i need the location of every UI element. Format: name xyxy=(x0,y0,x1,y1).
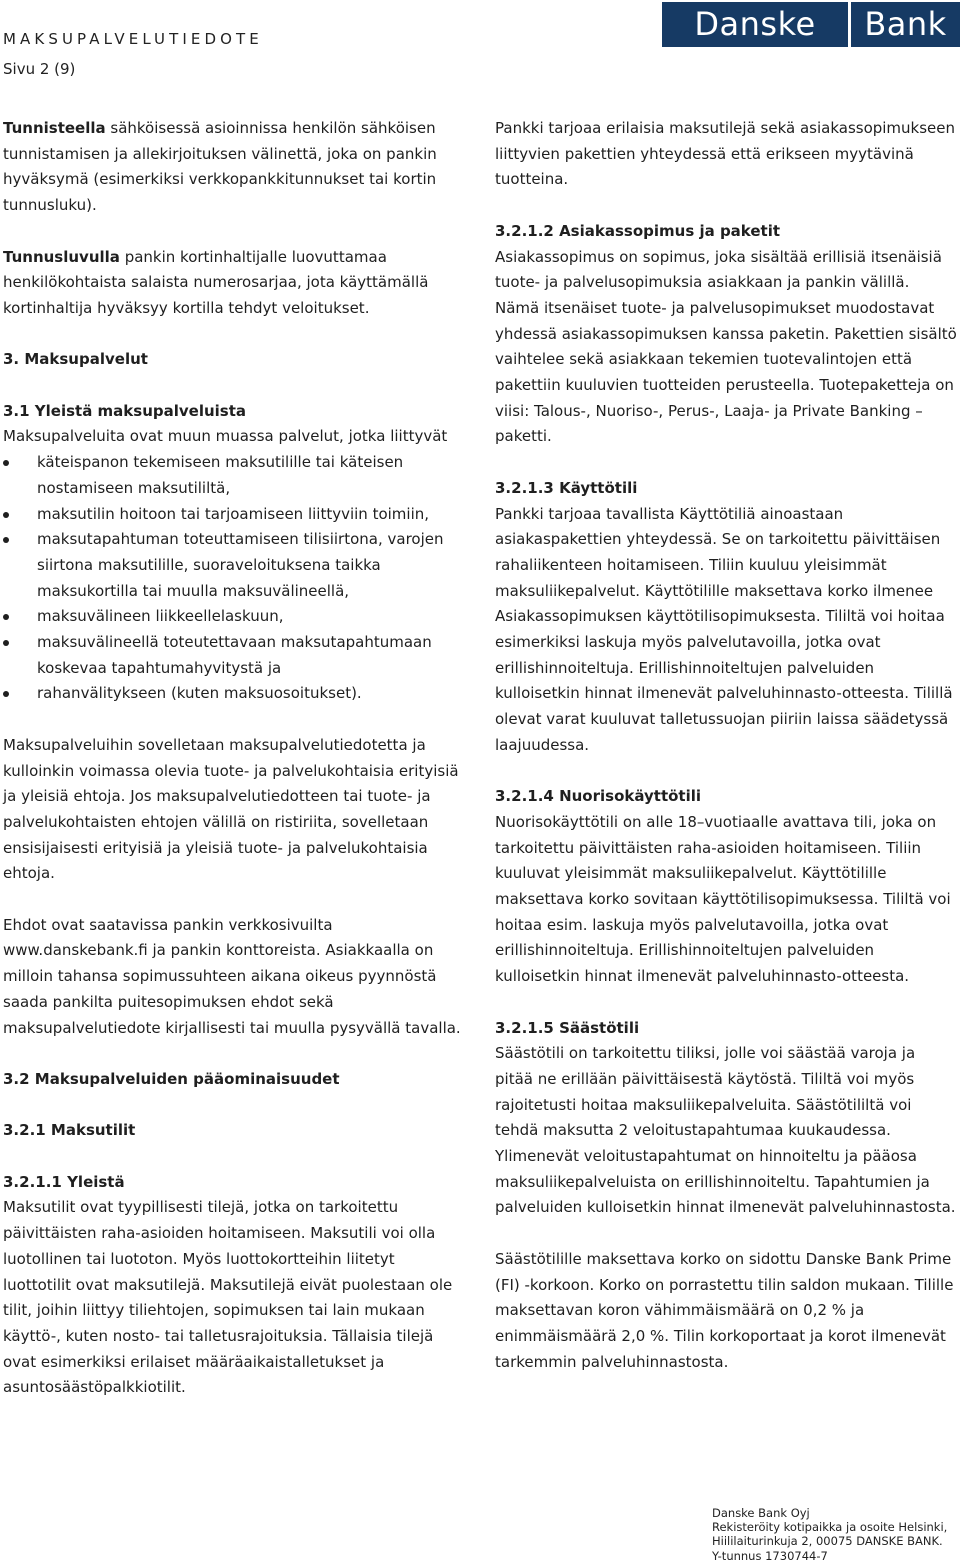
heading-section-3-2-1-2: 3.2.1.2 Asiakassopimus ja paketit xyxy=(495,221,781,240)
definition-tunnusluvulla: pankin kortinhaltijalle luovuttamaa henkilökohtaista salaista numerosarjaa, jota käyttämällä kortinhaltija hyväksyy kortilla tehdyt veloitukset. xyxy=(3,247,429,317)
footer-company-name: Danske Bank Oyj xyxy=(712,1506,810,1520)
paragraph-sovelletaan: Maksupalveluihin sovelletaan maksupalvelutiedotetta ja kulloinkin voimassa olevia tuote- ja palvelukohtaisia erityisiä ja yleisiä ehtoja. Jos maksupalvelutiedotteen tai tuote- ja palvelukohtaisten ehtojen välillä on ristiriita, sovelletaan ensisijaisesti erityisiä ja yleisiä tuote- ja palvelukohtaisia ehtoja. xyxy=(3,735,459,883)
left-column xyxy=(3,116,465,1401)
paragraph-nuorisokayttotili: Nuorisokäyttötili on alle 18–vuotiaalle avattava tili, joka on tarkoitettu päivittäisten raha-asioiden hoitamiseen. Tiliin kuuluvat yleisimmät maksuliikepalvelut. Käyttötilille maksettava korko sovitaan käyttötilisopimuksessa. Tililtä voi hoitaa esim. laskuja myös palvelutavoilla, jotka ovat erillishinnoiteltuja. Erillishinnoiteltujen palveluiden kulloisetkin hinnat ilmenevät palveluhinnasto-otteesta. xyxy=(495,812,951,986)
heading-section-3: 3. Maksupalvelut xyxy=(3,350,148,369)
right-column xyxy=(495,116,957,1375)
heading-section-3-2-1-3: 3.2.1.3 Käyttötili xyxy=(495,478,638,497)
list-item: maksutapahtuman toteuttamiseen tilisiirtona, varojen siirtona maksutilille, suoraveloituksena taikka maksukortilla tai muulla maksuvälineellä, xyxy=(3,527,465,604)
paragraph-tunniste xyxy=(3,116,465,219)
list-item: maksuvälineellä toteutettavaan maksutapahtumaan koskevaa tapahtumahyvitystä ja xyxy=(3,630,465,681)
danske-bank-logo xyxy=(662,2,960,47)
bullet-list xyxy=(3,450,465,707)
heading-section-3-2-1-5: 3.2.1.5 Säästötili xyxy=(495,1018,640,1037)
heading-section-3-2: 3.2 Maksupalveluiden pääominaisuudet xyxy=(3,1069,340,1088)
paragraph-kayttotili: Pankki tarjoaa tavallista Käyttötiliä ainoastaan asiakaspakettien yhteydessä. Se on tarkoitettu päivittäisen rahaliikenteen hoitamiseen. Tiliin kuuluu yleisimmät maksuliikepalvelut. Käyttötilille maksettava korko ilmenee Asiakassopimuksen käyttötilisopimuksesta. Tililtä voi hoitaa esimerkiksi laskuja myös palvelutavoilla, jotka ovat erillishinnoiteltuja. Erillishinnoiteltujen palveluiden kulloisetkin hinnat ilmenevät palveluhinnasto-otteesta. Tilillä olevat varat kuuluvat talletussuojan piiriin laissa säädetyssä laajuudessa. xyxy=(495,504,953,754)
logo-word-bank: Bank xyxy=(851,2,960,47)
list-item: käteispanon tekemiseen maksutilille tai käteisen nostamiseen maksutililtä, xyxy=(3,450,465,501)
paragraph-maksutilit: Maksutilit ovat tyypillisesti tilejä, jotka on tarkoitettu päivittäisten raha-asioiden hoitamiseen. Maksutili voi olla luotollinen tai luototon. Myös luottokortteihin liitetyt luottotilit ovat maksutilejä. Maksutilejä eivät puolestaan ole tilit, joihin liittyy tiliehtojen, sopimuksen tai lain mukaan käyttö-, kuten nosto- tai talletusrajoituksia. Tällaisia tilejä ovat esimerkiksi erilaiset määräaikaistalletukset ja asuntosäästöpalkkiotilit. xyxy=(3,1198,453,1397)
heading-section-3-2-1-4: 3.2.1.4 Nuorisokäyttötili xyxy=(495,787,702,806)
logo-word-danske: Danske xyxy=(662,2,848,47)
heading-section-3-2-1-1: 3.2.1.1 Yleistä xyxy=(3,1172,125,1191)
footer-registered-office: Rekisteröity kotipaikka ja osoite Helsinki, xyxy=(712,1520,948,1535)
paragraph-maksupalveluita: Maksupalveluita ovat muun muassa palvelut, jotka liittyvät xyxy=(3,427,448,446)
footer-business-id: Y-tunnus 1730744-7 xyxy=(712,1548,828,1563)
company-footer xyxy=(712,1506,947,1563)
list-item: maksutilin hoitoon tai tarjoamiseen liittyviin toimiin, xyxy=(3,502,465,528)
page-number: Sivu 2 (9) xyxy=(3,60,76,78)
paragraph-saastotili: Säästötili on tarkoitettu tiliksi, jolle voi säästää varoja ja pitää ne erillään päivittäisestä käytöstä. Tililtä voi myös rajoitetusti hoitaa maksuliikepalveluita. Säästötililtä voi tehdä maksutta 2 veloitustapahtumaa kuukaudessa. Ylimenevät veloitustapahtumat on hinnoiteltu ja pääosa maksuliikepalveluista on erillishinnoiteltu. Tapahtumien ja palveluiden kulloisetkin hinnat ilmenevät palveluhinnastosta. xyxy=(495,1044,956,1217)
paragraph-saastotili-korko: Säästötilille maksettava korko on sidottu Danske Bank Prime (FI) -korkoon. Korko on porrastettu tilin saldon mukaan. Tilille maksettavan koron vähimmäismäärä on 0,2 % ja enimmäismäärä 2,0 %. Tilin korkoportaat ja korot ilmenevät tarkemmin palveluhinnastosta. xyxy=(495,1249,954,1371)
paragraph-ehdot: Ehdot ovat saatavissa pankin verkkosivuilta www.danskebank.fi ja pankin konttoreista. Asiakkaalla on milloin tahansa sopimussuhteen aikana oikeus pyynnöstä saada pankilta puitesopimuksen ehdot sekä maksupalvelutiedote kirjallisesti tai muulla pysyvällä tavalla. xyxy=(3,915,461,1037)
footer-address: Hiililaiturinkuja 2, 00075 DANSKE BANK. xyxy=(712,1534,943,1549)
paragraph-asiakassopimus: Asiakassopimus on sopimus, joka sisältää erillisiä itsenäisiä tuote- ja palvelusopimuksia asiakkaan ja pankin välillä. Nämä itsenäiset tuote- ja palvelusopimukset muodostavat yhdessä asiakassopimuksen kanssa paketin. Pakettien sisältö vaihtelee sekä asiakkaan tekemien tuotevalintojen että pakettiin kuuluvien tuotteiden perusteella. Tuotepaketteja on viisi: Talous-, Nuoriso-, Perus-, Laaja- ja Private Banking –paketti. xyxy=(495,247,957,446)
list-item: maksuvälineen liikkeellelaskuun, xyxy=(3,604,465,630)
heading-section-3-2-1: 3.2.1 Maksutilit xyxy=(3,1121,136,1140)
paragraph-pankki-tarjoaa: Pankki tarjoaa erilaisia maksutilejä sekä asiakassopimukseen liittyvien pakettien yhteydessä että erikseen myytävinä tuotteina. xyxy=(495,119,956,189)
document-title: MAKSUPALVELUTIEDOTE xyxy=(3,30,263,48)
list-item: rahanvälitykseen (kuten maksuosoitukset). xyxy=(3,681,465,707)
term-tunnusluvulla: Tunnusluvulla xyxy=(3,247,120,266)
term-tunnisteella: Tunnisteella xyxy=(3,119,106,137)
heading-section-3-1: 3.1 Yleistä maksupalveluista xyxy=(3,401,247,420)
definition-tunnisteella: sähköisessä asioinnissa henkilön sähköisen tunnistamisen ja allekirjoituksen välinettä, joka on pankin hyväksymä (esimerkiksi verkkopankkitunnukset tai kortin tunnusluku). xyxy=(3,119,437,215)
paragraph-tunnusluku xyxy=(3,245,465,322)
